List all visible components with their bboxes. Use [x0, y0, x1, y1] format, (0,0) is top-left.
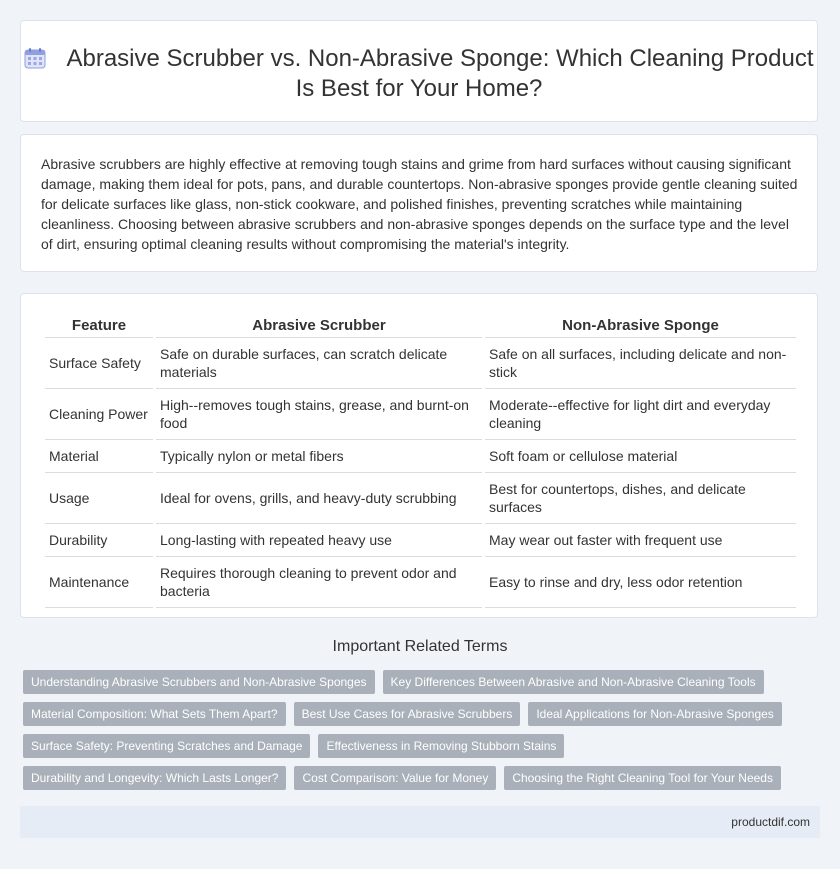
table-row [45, 524, 796, 557]
table-header-row [45, 315, 796, 338]
related-tags [23, 670, 803, 790]
sponge-cell: Moderate--effective for light dirt and everyday cleaning [485, 389, 796, 440]
related-tag[interactable]: Key Differences Between Abrasive and Non-Abrasive Cleaning Tools [383, 670, 764, 694]
feature-cell: Maintenance [45, 557, 153, 608]
calendar-icon [24, 47, 46, 69]
comparison-table [42, 315, 799, 608]
abrasive-cell: Requires thorough cleaning to prevent odor and bacteria [156, 557, 482, 608]
header-feature: Feature [45, 315, 153, 338]
sponge-cell: Soft foam or cellulose material [485, 440, 796, 473]
sponge-cell: May wear out faster with frequent use [485, 524, 796, 557]
table-row [45, 440, 796, 473]
header-abrasive-scrubber: Abrasive Scrubber [156, 315, 482, 338]
feature-cell: Cleaning Power [45, 389, 153, 440]
feature-cell: Usage [45, 473, 153, 524]
abrasive-cell: Typically nylon or metal fibers [156, 440, 482, 473]
table-row [45, 338, 796, 389]
table-row [45, 557, 796, 608]
table-row [45, 473, 796, 524]
related-tag[interactable]: Effectiveness in Removing Stubborn Stains [318, 734, 564, 758]
related-tag[interactable]: Durability and Longevity: Which Lasts Longer? [23, 766, 286, 790]
footer-site-link[interactable]: productdif.com [731, 815, 810, 829]
feature-cell: Material [45, 440, 153, 473]
page-title-wrap [21, 44, 817, 104]
table-row [45, 389, 796, 440]
related-tag[interactable]: Cost Comparison: Value for Money [294, 766, 496, 790]
related-tag[interactable]: Ideal Applications for Non-Abrasive Sponges [528, 702, 781, 726]
related-terms-heading: Important Related Terms [332, 638, 508, 655]
related-tag[interactable]: Choosing the Right Cleaning Tool for Your Needs [504, 766, 781, 790]
page-title: Abrasive Scrubber vs. Non-Abrasive Sponge: Which Cleaning Product Is Best for Your Home? [66, 45, 814, 102]
feature-cell: Durability [45, 524, 153, 557]
intro-card [20, 134, 818, 272]
footer [20, 806, 820, 838]
intro-paragraph: Abrasive scrubbers are highly effective at removing tough stains and grime from hard surfaces without causing significant damage, making them ideal for pots, pans, and durable countertops. Non-abrasive sponges provide gentle cleaning suited for delicate surfaces like glass, non-stick cookware, and polished finishes, preventing scratches while maintaining cleanliness. Choosing between abrasive scrubbers and non-abrasive sponges depends on the surface type and the level of dirt, ensuring optimal cleaning results without compromising the material's integrity. [41, 156, 798, 252]
sponge-cell: Safe on all surfaces, including delicate and non-stick [485, 338, 796, 389]
related-tag[interactable]: Surface Safety: Preventing Scratches and Damage [23, 734, 310, 758]
abrasive-cell: Safe on durable surfaces, can scratch delicate materials [156, 338, 482, 389]
header-non-abrasive-sponge: Non-Abrasive Sponge [485, 315, 796, 338]
related-tag[interactable]: Understanding Abrasive Scrubbers and Non-Abrasive Sponges [23, 670, 375, 694]
abrasive-cell: High--removes tough stains, grease, and burnt-on food [156, 389, 482, 440]
sponge-cell: Easy to rinse and dry, less odor retention [485, 557, 796, 608]
abrasive-cell: Ideal for ovens, grills, and heavy-duty scrubbing [156, 473, 482, 524]
related-tag[interactable]: Material Composition: What Sets Them Apart? [23, 702, 286, 726]
related-tag[interactable]: Best Use Cases for Abrasive Scrubbers [294, 702, 521, 726]
comparison-card [20, 293, 818, 618]
abrasive-cell: Long-lasting with repeated heavy use [156, 524, 482, 557]
sponge-cell: Best for countertops, dishes, and delicate surfaces [485, 473, 796, 524]
title-card [20, 20, 818, 122]
feature-cell: Surface Safety [45, 338, 153, 389]
